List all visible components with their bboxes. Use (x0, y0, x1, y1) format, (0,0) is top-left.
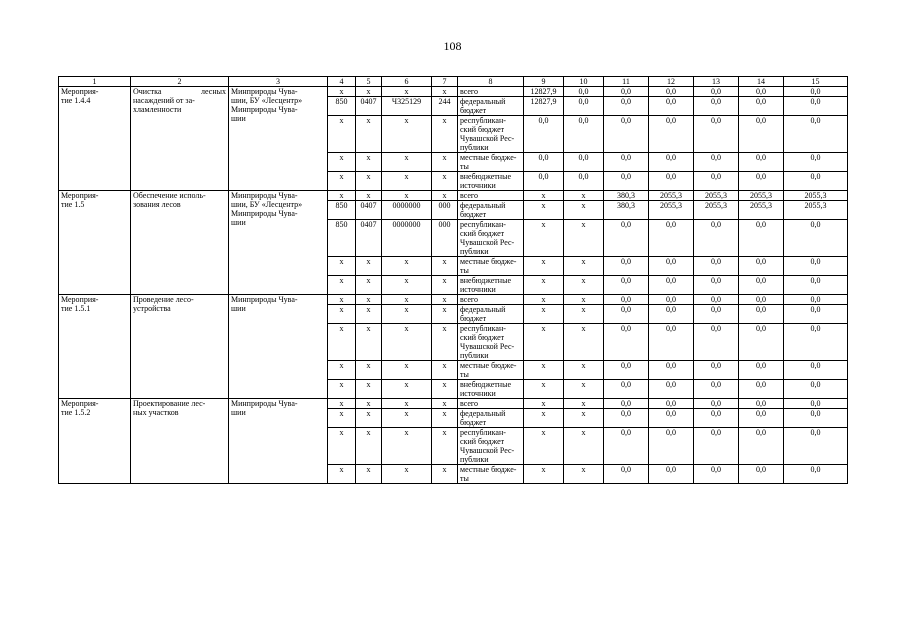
year-value: 2055,3 (649, 201, 694, 220)
year-value: 0,0 (784, 153, 848, 172)
year-value: 0,0 (784, 428, 848, 465)
target-code: x (382, 380, 432, 399)
year-value: 0,0 (649, 220, 694, 257)
funding-source: федеральный бюджет (458, 201, 524, 220)
page-number: 108 (443, 39, 462, 53)
table-row (59, 191, 848, 201)
target-code: x (382, 305, 432, 324)
year-value: 0,0 (649, 172, 694, 191)
target-code: x (382, 153, 432, 172)
funding-source: местные бюдже- ты (458, 361, 524, 380)
year-value: 0,0 (694, 324, 739, 361)
year-value: 0,0 (564, 87, 604, 97)
funding-source: федеральный бюджет (458, 97, 524, 116)
gr-code: x (328, 305, 356, 324)
year-value: 0,0 (564, 97, 604, 116)
section-code: x (356, 87, 382, 97)
year-value: 0,0 (649, 324, 694, 361)
year-value: 0,0 (604, 153, 649, 172)
year-value: 0,0 (739, 465, 784, 484)
year-value: 0,0 (604, 295, 649, 305)
year-value: 0,0 (739, 172, 784, 191)
section-code: 0407 (356, 97, 382, 116)
year-value: x (524, 324, 564, 361)
gr-code: x (328, 295, 356, 305)
section-code: x (356, 191, 382, 201)
year-value: 0,0 (694, 97, 739, 116)
year-value: 0,0 (739, 220, 784, 257)
expense-code: x (432, 87, 458, 97)
section-code: x (356, 409, 382, 428)
year-value: 0,0 (564, 116, 604, 153)
year-value: 0,0 (604, 399, 649, 409)
year-value: 0,0 (694, 409, 739, 428)
year-value: x (524, 399, 564, 409)
year-value: 0,0 (694, 116, 739, 153)
column-number: 1 (59, 77, 131, 87)
gr-code: x (328, 324, 356, 361)
year-value: 0,0 (649, 399, 694, 409)
gr-code: x (328, 172, 356, 191)
year-value: 0,0 (604, 465, 649, 484)
year-value: x (564, 276, 604, 295)
year-value: 0,0 (649, 361, 694, 380)
year-value: 2055,3 (784, 201, 848, 220)
funding-source: местные бюдже- ты (458, 153, 524, 172)
expense-code: x (432, 295, 458, 305)
year-value: 0,0 (739, 361, 784, 380)
expense-code: x (432, 409, 458, 428)
gr-code: x (328, 361, 356, 380)
year-value: x (564, 295, 604, 305)
year-value: 0,0 (694, 87, 739, 97)
funding-source: внебюджетные источники (458, 276, 524, 295)
year-value: 0,0 (784, 409, 848, 428)
section-code: 0407 (356, 220, 382, 257)
year-value: x (524, 201, 564, 220)
year-value: 0,0 (739, 87, 784, 97)
target-code: x (382, 428, 432, 465)
target-code: x (382, 257, 432, 276)
year-value: x (564, 201, 604, 220)
year-value: x (564, 257, 604, 276)
year-value: 0,0 (739, 409, 784, 428)
table-row (59, 399, 848, 409)
gr-code: x (328, 257, 356, 276)
gr-code: x (328, 276, 356, 295)
column-number: 4 (328, 77, 356, 87)
column-number: 9 (524, 77, 564, 87)
expense-code: 244 (432, 97, 458, 116)
gr-code: x (328, 428, 356, 465)
year-value: 0,0 (649, 276, 694, 295)
year-value: 0,0 (524, 116, 564, 153)
gr-code: x (328, 465, 356, 484)
year-value: 0,0 (739, 97, 784, 116)
year-value: 0,0 (739, 153, 784, 172)
year-value: x (564, 380, 604, 399)
expense-code: x (432, 428, 458, 465)
year-value: 0,0 (739, 295, 784, 305)
year-value: 0,0 (604, 409, 649, 428)
year-value: 0,0 (694, 276, 739, 295)
column-number: 7 (432, 77, 458, 87)
year-value: 0,0 (739, 324, 784, 361)
year-value: 0,0 (784, 172, 848, 191)
year-value: 0,0 (694, 172, 739, 191)
year-value: 2055,3 (649, 191, 694, 201)
expense-code: x (432, 380, 458, 399)
year-value: 0,0 (604, 172, 649, 191)
event-id: Мероприя- тие 1.5.1 (59, 295, 131, 399)
year-value: 0,0 (739, 399, 784, 409)
year-value: 380,3 (604, 201, 649, 220)
column-number: 2 (131, 77, 229, 87)
year-value: 0,0 (604, 380, 649, 399)
year-value: x (524, 428, 564, 465)
column-number: 3 (229, 77, 328, 87)
event-name: Обеспечение исполь- зования лесов (131, 191, 229, 295)
year-value: 0,0 (694, 295, 739, 305)
year-value: 2055,3 (694, 191, 739, 201)
section-code: x (356, 153, 382, 172)
gr-code: x (328, 191, 356, 201)
target-code: x (382, 172, 432, 191)
year-value: 0,0 (604, 305, 649, 324)
year-value: x (564, 399, 604, 409)
funding-source: местные бюдже- ты (458, 257, 524, 276)
section-code: x (356, 172, 382, 191)
year-value: 0,0 (694, 220, 739, 257)
expense-code: x (432, 191, 458, 201)
year-value: 0,0 (649, 97, 694, 116)
year-value: x (564, 191, 604, 201)
column-number: 5 (356, 77, 382, 87)
funding-source: республикан- ский бюджет Чувашской Рес- публики (458, 324, 524, 361)
column-number: 11 (604, 77, 649, 87)
year-value: 0,0 (649, 305, 694, 324)
year-value: 0,0 (649, 257, 694, 276)
year-value: 0,0 (694, 428, 739, 465)
expense-code: x (432, 465, 458, 484)
year-value: 0,0 (739, 257, 784, 276)
year-value: 0,0 (784, 305, 848, 324)
year-value: x (524, 361, 564, 380)
year-value: x (524, 220, 564, 257)
year-value: 0,0 (739, 380, 784, 399)
year-value: 0,0 (524, 172, 564, 191)
event-executor: Минприроды Чува- шии, БУ «Лесцентр» Минприроды Чува- шии (229, 87, 328, 191)
target-code: x (382, 324, 432, 361)
year-value: 0,0 (739, 276, 784, 295)
year-value: 0,0 (604, 257, 649, 276)
year-value: x (524, 380, 564, 399)
target-code: x (382, 399, 432, 409)
gr-code: x (328, 409, 356, 428)
year-value: 0,0 (604, 428, 649, 465)
year-value: 0,0 (784, 276, 848, 295)
column-number: 15 (784, 77, 848, 87)
year-value: 0,0 (564, 172, 604, 191)
year-value: 0,0 (694, 257, 739, 276)
funding-source: республикан- ский бюджет Чувашской Рес- публики (458, 116, 524, 153)
year-value: 0,0 (604, 97, 649, 116)
year-value: 0,0 (649, 428, 694, 465)
year-value: 0,0 (784, 220, 848, 257)
section-code: x (356, 361, 382, 380)
expense-code: x (432, 305, 458, 324)
year-value: 2055,3 (694, 201, 739, 220)
year-value: 0,0 (694, 380, 739, 399)
year-value: 0,0 (784, 87, 848, 97)
event-id: Мероприя- тие 1.5.2 (59, 399, 131, 484)
expense-code: x (432, 399, 458, 409)
target-code: 0000000 (382, 201, 432, 220)
year-value: 0,0 (564, 153, 604, 172)
event-id: Мероприя- тие 1.5 (59, 191, 131, 295)
funding-source: всего (458, 87, 524, 97)
funding-source: всего (458, 191, 524, 201)
year-value: 0,0 (649, 295, 694, 305)
year-value: 0,0 (604, 324, 649, 361)
year-value: 0,0 (694, 153, 739, 172)
year-value: 380,3 (604, 191, 649, 201)
year-value: 0,0 (694, 465, 739, 484)
year-value: x (564, 220, 604, 257)
column-number: 8 (458, 77, 524, 87)
gr-code: 850 (328, 97, 356, 116)
table-row (59, 295, 848, 305)
section-code: x (356, 399, 382, 409)
expense-code: x (432, 324, 458, 361)
expense-code: x (432, 361, 458, 380)
year-value: x (524, 409, 564, 428)
year-value: 12827,9 (524, 97, 564, 116)
year-value: x (524, 305, 564, 324)
expense-code: x (432, 116, 458, 153)
section-code: x (356, 257, 382, 276)
target-code: x (382, 87, 432, 97)
year-value: 0,0 (784, 465, 848, 484)
year-value: 0,0 (649, 116, 694, 153)
section-code: 0407 (356, 201, 382, 220)
expense-code: 000 (432, 220, 458, 257)
year-value: x (564, 409, 604, 428)
event-executor: Минприроды Чува- шии (229, 295, 328, 399)
target-code: x (382, 465, 432, 484)
column-number: 13 (694, 77, 739, 87)
year-value: 0,0 (784, 361, 848, 380)
target-code: x (382, 191, 432, 201)
year-value: x (564, 324, 604, 361)
event-executor: Минприроды Чува- шии, БУ «Лесцентр» Минприроды Чува- шии (229, 191, 328, 295)
budget-table (58, 76, 848, 484)
year-value: 0,0 (784, 97, 848, 116)
year-value: 0,0 (784, 324, 848, 361)
gr-code: x (328, 380, 356, 399)
gr-code: x (328, 116, 356, 153)
expense-code: 000 (432, 201, 458, 220)
year-value: x (564, 465, 604, 484)
column-number: 14 (739, 77, 784, 87)
year-value: 0,0 (604, 276, 649, 295)
expense-code: x (432, 153, 458, 172)
year-value: x (524, 465, 564, 484)
funding-source: внебюджетные источники (458, 380, 524, 399)
section-code: x (356, 428, 382, 465)
year-value: 0,0 (784, 257, 848, 276)
section-code: x (356, 116, 382, 153)
year-value: 0,0 (694, 399, 739, 409)
year-value: 0,0 (604, 220, 649, 257)
gr-code: 850 (328, 220, 356, 257)
column-number: 12 (649, 77, 694, 87)
target-code: Ч325129 (382, 97, 432, 116)
year-value: x (524, 257, 564, 276)
year-value: 0,0 (649, 465, 694, 484)
target-code: x (382, 276, 432, 295)
year-value: x (524, 276, 564, 295)
year-value: 2055,3 (784, 191, 848, 201)
year-value: 0,0 (739, 116, 784, 153)
table-row (59, 87, 848, 97)
gr-code: x (328, 399, 356, 409)
year-value: 0,0 (649, 380, 694, 399)
event-executor: Минприроды Чува- шии (229, 399, 328, 484)
expense-code: x (432, 172, 458, 191)
event-id: Мероприя- тие 1.4.4 (59, 87, 131, 191)
year-value: x (564, 305, 604, 324)
year-value: x (564, 428, 604, 465)
target-code: 0000000 (382, 220, 432, 257)
year-value: 0,0 (649, 87, 694, 97)
target-code: x (382, 409, 432, 428)
year-value: 0,0 (739, 305, 784, 324)
column-number: 6 (382, 77, 432, 87)
section-code: x (356, 465, 382, 484)
section-code: x (356, 324, 382, 361)
target-code: x (382, 361, 432, 380)
year-value: 2055,3 (739, 201, 784, 220)
event-name: Очистка лесных насаждений от за- хламленности (131, 87, 229, 191)
year-value: 12827,9 (524, 87, 564, 97)
section-code: x (356, 295, 382, 305)
funding-source: местные бюдже- ты (458, 465, 524, 484)
section-code: x (356, 305, 382, 324)
section-code: x (356, 276, 382, 295)
funding-source: федеральный бюджет (458, 305, 524, 324)
section-code: x (356, 380, 382, 399)
year-value: 0,0 (694, 361, 739, 380)
year-value: x (524, 295, 564, 305)
gr-code: 850 (328, 201, 356, 220)
year-value: 0,0 (784, 399, 848, 409)
target-code: x (382, 116, 432, 153)
funding-source: федеральный бюджет (458, 409, 524, 428)
gr-code: x (328, 153, 356, 172)
column-number: 10 (564, 77, 604, 87)
target-code: x (382, 295, 432, 305)
year-value: 0,0 (604, 116, 649, 153)
year-value: x (524, 191, 564, 201)
event-name: Проектирование лес- ных участков (131, 399, 229, 484)
funding-source: республикан- ский бюджет Чувашской Рес- публики (458, 428, 524, 465)
year-value: 0,0 (739, 428, 784, 465)
funding-source: республикан- ский бюджет Чувашской Рес- публики (458, 220, 524, 257)
year-value: 0,0 (604, 87, 649, 97)
year-value: 0,0 (784, 116, 848, 153)
year-value: 0,0 (524, 153, 564, 172)
year-value: 2055,3 (739, 191, 784, 201)
year-value: 0,0 (784, 295, 848, 305)
funding-source: всего (458, 399, 524, 409)
year-value: x (564, 361, 604, 380)
year-value: 0,0 (649, 153, 694, 172)
gr-code: x (328, 87, 356, 97)
event-name: Проведение лесо- устройства (131, 295, 229, 399)
expense-code: x (432, 276, 458, 295)
year-value: 0,0 (784, 380, 848, 399)
funding-source: всего (458, 295, 524, 305)
year-value: 0,0 (604, 361, 649, 380)
year-value: 0,0 (649, 409, 694, 428)
funding-source: внебюджетные источники (458, 172, 524, 191)
expense-code: x (432, 257, 458, 276)
year-value: 0,0 (694, 305, 739, 324)
column-number-row (59, 77, 848, 87)
